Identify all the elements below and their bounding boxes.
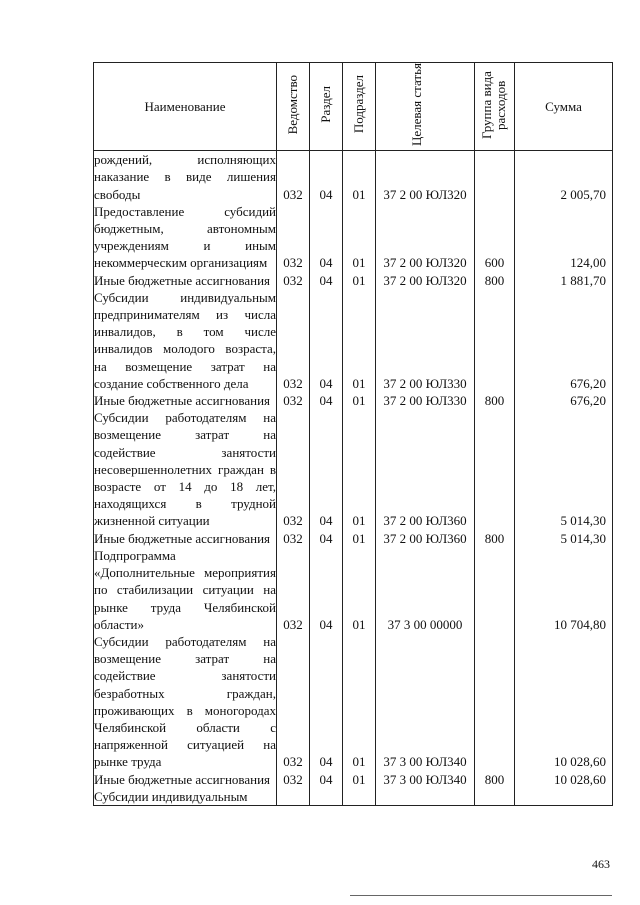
row-section (310, 788, 343, 806)
row-group: 800 (475, 272, 515, 289)
header-group: Группа вида расходов (475, 63, 515, 151)
row-target: 37 2 00 ЮЛ360 (376, 530, 475, 547)
row-group (475, 289, 515, 392)
row-sum: 1 881,70 (515, 272, 613, 289)
row-sum (515, 788, 613, 806)
row-name: Субсидии работодателям на возмещение затрат на содействие занятости несовершеннолетних граждан в возрасте от 14 до 18 лет, находящихся в трудной жизненной ситуации (94, 410, 276, 529)
row-dept: 032 (277, 530, 310, 547)
row-target: 37 3 00 00000 (376, 547, 475, 633)
row-section: 04 (310, 392, 343, 409)
header-dept: Ведомство (277, 63, 310, 151)
row-name: Иные бюджетные ассигнования (94, 272, 277, 289)
row-section: 04 (310, 530, 343, 547)
row-name: Иные бюджетные ассигнования (94, 392, 277, 409)
row-name: Субсидии индивидуальным (94, 788, 277, 806)
row-name: Предоставление субсидий бюджетным, автономным учреждениям и иным некоммерческим организациям (94, 203, 276, 271)
row-dept: 032 (277, 547, 310, 633)
row-group: 800 (475, 771, 515, 788)
row-subsection: 01 (343, 547, 376, 633)
table-row (94, 392, 613, 409)
row-subsection: 01 (343, 272, 376, 289)
row-subsection: 01 (343, 203, 376, 272)
table-row (94, 788, 613, 806)
row-subsection: 01 (343, 633, 376, 771)
row-dept: 032 (277, 392, 310, 409)
row-group (475, 151, 515, 203)
row-dept: 032 (277, 409, 310, 529)
header-name: Наименование (94, 63, 277, 151)
row-dept: 032 (277, 272, 310, 289)
table-row (94, 530, 613, 547)
row-target: 37 3 00 ЮЛ340 (376, 633, 475, 771)
table-row (94, 272, 613, 289)
row-sum: 10 028,60 (515, 771, 613, 788)
row-sum: 676,20 (515, 392, 613, 409)
row-group (475, 409, 515, 529)
table-row (94, 547, 613, 633)
row-target: 37 2 00 ЮЛ330 (376, 289, 475, 392)
row-subsection: 01 (343, 771, 376, 788)
row-subsection: 01 (343, 392, 376, 409)
table-row (94, 203, 613, 272)
row-name: Иные бюджетные ассигнования (94, 530, 277, 547)
row-target: 37 2 00 ЮЛ360 (376, 409, 475, 529)
row-subsection (343, 788, 376, 806)
row-dept (277, 788, 310, 806)
row-target (376, 788, 475, 806)
budget-table (93, 62, 613, 806)
row-sum: 5 014,30 (515, 530, 613, 547)
row-section: 04 (310, 203, 343, 272)
row-section: 04 (310, 633, 343, 771)
row-dept: 032 (277, 289, 310, 392)
row-target: 37 2 00 ЮЛ330 (376, 392, 475, 409)
row-section: 04 (310, 771, 343, 788)
row-sum: 676,20 (515, 289, 613, 392)
row-sum: 5 014,30 (515, 409, 613, 529)
row-section: 04 (310, 151, 343, 203)
row-name: Подпрограмма «Дополнительные мероприятия по стабилизации ситуации на рынке труда Челябинской области» (94, 547, 276, 632)
header-subsection: Подраздел (343, 63, 376, 151)
header-row (94, 63, 613, 151)
row-target: 37 2 00 ЮЛ320 (376, 203, 475, 272)
row-name: Субсидии индивидуальным предпринимателям из числа инвалидов, в том числе инвалидов молодого возраста, на возмещение затрат на создание собственного дела (94, 289, 276, 391)
row-sum: 10 704,80 (515, 547, 613, 633)
row-name: Иные бюджетные ассигнования (94, 771, 277, 788)
table-row (94, 771, 613, 788)
row-group (475, 788, 515, 806)
row-group (475, 633, 515, 771)
row-target: 37 2 00 ЮЛ320 (376, 272, 475, 289)
row-sum: 10 028,60 (515, 633, 613, 771)
header-target: Целевая статья (376, 63, 475, 151)
row-group: 800 (475, 392, 515, 409)
row-subsection: 01 (343, 409, 376, 529)
row-section: 04 (310, 272, 343, 289)
header-sum: Сумма (515, 63, 613, 151)
row-sum: 124,00 (515, 203, 613, 272)
page-number: 463 (592, 857, 610, 871)
row-subsection: 01 (343, 289, 376, 392)
table-row (94, 409, 613, 529)
row-section: 04 (310, 547, 343, 633)
row-section: 04 (310, 409, 343, 529)
row-target: 37 3 00 ЮЛ340 (376, 771, 475, 788)
table-row (94, 151, 613, 203)
row-subsection: 01 (343, 530, 376, 547)
row-sum: 2 005,70 (515, 151, 613, 203)
table-row (94, 289, 613, 392)
row-group: 600 (475, 203, 515, 272)
row-group: 800 (475, 530, 515, 547)
footer-rule (350, 895, 612, 896)
row-target: 37 2 00 ЮЛ320 (376, 151, 475, 203)
row-group (475, 547, 515, 633)
row-subsection: 01 (343, 151, 376, 203)
table-row (94, 633, 613, 771)
row-name: рождений, исполняющих наказание в виде лишения свободы (94, 152, 276, 202)
row-dept: 032 (277, 151, 310, 203)
row-dept: 032 (277, 771, 310, 788)
row-dept: 032 (277, 203, 310, 272)
header-section: Раздел (310, 63, 343, 151)
row-dept: 032 (277, 633, 310, 771)
row-name: Субсидии работодателям на возмещение затрат на содействие занятости безработных граждан, проживающих в моногородах Челябинской области с напряженной ситуацией на рынке труда (94, 633, 276, 770)
row-section: 04 (310, 289, 343, 392)
